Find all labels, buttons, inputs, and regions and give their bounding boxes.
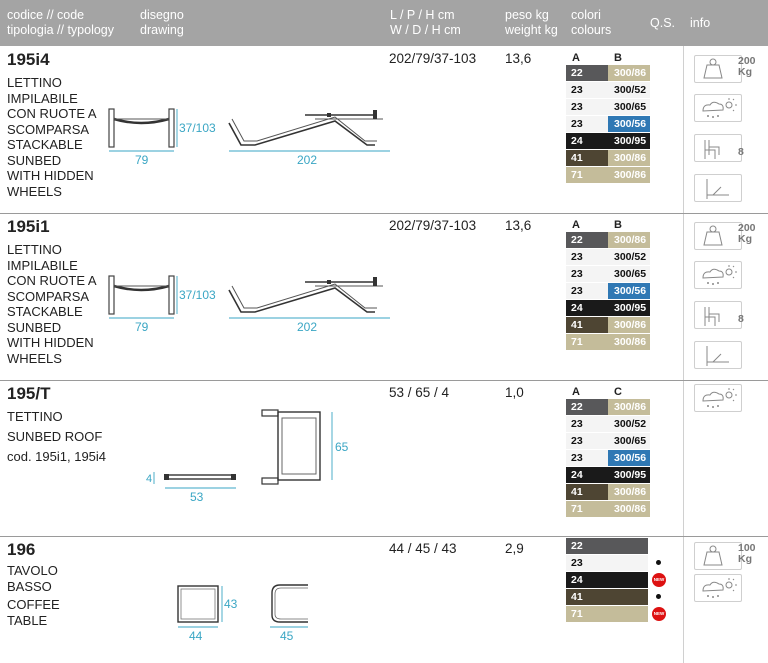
fabric-color-swatch: 300/86	[608, 484, 650, 500]
product-row-195i1	[0, 213, 768, 380]
frame-color-swatch: 24	[566, 572, 648, 588]
desc-line: SCOMPARSA	[7, 121, 90, 137]
load-capacity-value	[738, 543, 756, 565]
load-number: 200	[738, 55, 756, 67]
header-drawing-it: disegno	[140, 8, 184, 22]
recline-info	[694, 174, 742, 202]
frame-color-swatch: 22	[566, 399, 608, 415]
desc-line: WITH HIDDEN	[7, 335, 94, 350]
stack-count: 8	[738, 313, 744, 325]
header-typology: tipologia // typology	[7, 23, 115, 37]
desc-line: BASSO	[7, 578, 52, 594]
product-code: 195i1	[7, 217, 50, 236]
product-desc-en	[7, 597, 60, 628]
color-col-a-header: A	[572, 52, 580, 64]
desc-line: SUNBED	[7, 319, 62, 335]
fabric-color-swatch: 300/52	[608, 249, 650, 265]
desc-line: IMPILABILE	[7, 90, 78, 106]
fabric-color-swatch: 300/65	[608, 99, 650, 115]
frame-color-swatch: 41	[566, 317, 608, 333]
fabric-color-swatch: 300/86	[608, 232, 650, 248]
weight-icon	[695, 543, 743, 571]
frame-color-swatch: 71	[566, 606, 648, 622]
product-desc-it	[7, 75, 97, 137]
dim-depth-label: 45	[280, 629, 294, 643]
load-capacity-info	[694, 55, 742, 83]
frame-color-swatch: 23	[566, 249, 608, 265]
fabric-color-swatch: 300/65	[608, 433, 650, 449]
stackable-chairs-icon	[695, 135, 743, 163]
load-number: 100	[738, 542, 756, 554]
weather-info	[694, 384, 742, 412]
frame-color-swatch: 23	[566, 82, 608, 98]
load-capacity-info	[694, 222, 742, 250]
load-unit: Kg	[738, 553, 752, 565]
reclining-back-icon	[695, 175, 743, 203]
desc-line: STACKABLE	[7, 304, 83, 319]
dim-height-label: 37/103	[179, 288, 216, 302]
product-code: 195i4	[7, 50, 50, 69]
dim-height-label: 43	[224, 597, 238, 611]
desc-line: LETTINO	[7, 75, 62, 90]
frame-color-swatch: 41	[566, 484, 608, 500]
header-weight-it: peso kg	[505, 8, 549, 22]
header-code: codice // code	[7, 8, 85, 22]
desc-line: IMPILABILE	[7, 257, 78, 273]
frame-color-swatch: 23	[566, 555, 648, 571]
frame-color-swatch: 24	[566, 467, 608, 483]
header-colors-en: colours	[571, 23, 612, 37]
product-desc-en	[7, 137, 94, 199]
weight-icon	[695, 223, 743, 251]
quick-ship-dot-icon	[656, 594, 661, 599]
frame-color-swatch: 23	[566, 433, 608, 449]
stackable-chairs-icon	[695, 302, 743, 330]
quick-ship-dot-icon	[656, 560, 661, 565]
fabric-color-swatch: 300/86	[608, 501, 650, 517]
frame-color-swatch: 71	[566, 334, 608, 350]
header-drawing-col	[140, 8, 184, 38]
color-col-b-header: B	[614, 52, 622, 64]
product-weight: 2,9	[505, 541, 524, 556]
product-dims: 44 / 45 / 43	[389, 541, 457, 556]
weather-resistant-icon	[695, 95, 743, 123]
product-desc-it	[7, 563, 58, 594]
color-col-a-header: A	[572, 386, 580, 398]
dim-width-label: 53	[190, 490, 204, 504]
fabric-color-swatch: 300/95	[608, 300, 650, 316]
product-dims: 202/79/37-103	[389, 218, 477, 233]
header-weight-en: weight kg	[505, 23, 558, 37]
header-qs: Q.S.	[650, 16, 676, 30]
frame-color-swatch: 24	[566, 300, 608, 316]
frame-color-swatch: 22	[566, 65, 608, 81]
desc-line: SUNBED	[7, 152, 62, 168]
dim-width-label: 79	[135, 153, 149, 167]
fabric-color-swatch: 300/86	[608, 334, 650, 350]
desc-line: CON RUOTE A	[7, 106, 97, 121]
sunbed-roof-drawing	[140, 408, 360, 508]
color-col-b-header: B	[614, 219, 622, 231]
dim-width-label: 79	[135, 320, 149, 334]
frame-color-swatch: 24	[566, 133, 608, 149]
load-capacity-value	[738, 223, 756, 245]
frame-color-swatch: 23	[566, 266, 608, 282]
desc-line: TABLE	[7, 612, 48, 628]
product-desc-it	[7, 242, 97, 304]
load-capacity-info	[694, 542, 742, 570]
desc-line: TAVOLO	[7, 563, 58, 578]
product-row-196	[0, 536, 768, 663]
reclining-back-icon	[695, 342, 743, 370]
fabric-color-swatch: 300/65	[608, 266, 650, 282]
fabric-color-swatch: 300/86	[608, 150, 650, 166]
sunbed-drawing	[105, 101, 395, 173]
product-weight: 13,6	[505, 51, 532, 66]
new-badge: NEW	[652, 573, 666, 587]
product-dims: 202/79/37-103	[389, 51, 477, 66]
desc-line: SCOMPARSA	[7, 288, 90, 304]
product-weight: 13,6	[505, 218, 532, 233]
fabric-color-swatch: 300/86	[608, 65, 650, 81]
fabric-color-swatch: 300/95	[608, 467, 650, 483]
frame-color-swatch: 22	[566, 538, 648, 554]
frame-color-swatch: 71	[566, 167, 608, 183]
weather-info	[694, 94, 742, 122]
weather-resistant-icon	[695, 262, 743, 290]
desc-line: WHEELS	[7, 350, 62, 366]
frame-color-swatch: 22	[566, 232, 608, 248]
header-info: info	[690, 16, 711, 30]
desc-line: LETTINO	[7, 242, 62, 257]
desc-line: STACKABLE	[7, 137, 83, 152]
product-desc-en	[7, 304, 94, 366]
header-weight-col	[505, 8, 558, 38]
desc-line: WHEELS	[7, 183, 62, 199]
desc-line: TETTINO	[7, 409, 63, 424]
product-desc	[7, 407, 106, 467]
table-header	[0, 0, 768, 46]
frame-color-swatch: 23	[566, 416, 608, 432]
header-dims-it: L / P / H cm	[390, 8, 455, 22]
frame-color-swatch: 41	[566, 150, 608, 166]
fabric-color-swatch: 300/86	[608, 167, 650, 183]
frame-color-swatch: 23	[566, 450, 608, 466]
dim-thickness-label: 4	[146, 473, 153, 485]
product-weight: 1,0	[505, 385, 524, 400]
new-badge: NEW	[652, 607, 666, 621]
fabric-color-swatch: 300/52	[608, 416, 650, 432]
coffee-table-drawing	[170, 580, 310, 646]
product-dims: 53 / 65 / 4	[389, 385, 450, 400]
dim-length-label: 202	[297, 153, 318, 167]
dim-depth-label: 65	[335, 440, 349, 454]
fabric-color-swatch: 300/95	[608, 133, 650, 149]
dim-width-label: 44	[189, 629, 203, 643]
weather-info	[694, 261, 742, 289]
frame-color-swatch: 71	[566, 501, 608, 517]
frame-color-swatch: 41	[566, 589, 648, 605]
weight-icon	[695, 56, 743, 84]
frame-color-swatch: 23	[566, 283, 608, 299]
frame-color-swatch: 23	[566, 116, 608, 132]
header-colors-it: colori	[571, 8, 601, 22]
color-col-c-header: C	[614, 386, 622, 398]
stackable-info	[694, 301, 742, 329]
color-col-a-header: A	[572, 219, 580, 231]
header-drawing-en: drawing	[140, 23, 184, 37]
fabric-color-swatch: 300/56	[608, 450, 650, 466]
recline-info	[694, 341, 742, 369]
fabric-color-swatch: 300/56	[608, 116, 650, 132]
product-code: 196	[7, 540, 36, 559]
header-colors-col	[571, 8, 611, 38]
dim-length-label: 202	[297, 320, 318, 334]
sunbed-drawing	[105, 268, 395, 340]
desc-line: SUNBED ROOF	[7, 429, 103, 444]
product-row-195i4	[0, 46, 768, 213]
load-number: 200	[738, 222, 756, 234]
fabric-color-swatch: 300/86	[608, 399, 650, 415]
header-code-col	[7, 8, 114, 38]
load-capacity-value	[738, 56, 756, 78]
header-dims-col	[390, 8, 461, 38]
load-unit: Kg	[738, 233, 752, 245]
stackable-info	[694, 134, 742, 162]
desc-line: cod. 195i1, 195i4	[7, 449, 107, 464]
load-unit: Kg	[738, 66, 752, 78]
weather-info	[694, 574, 742, 602]
header-dims-en: W / D / H cm	[390, 23, 461, 37]
dim-height-label: 37/103	[179, 121, 216, 135]
weather-resistant-icon	[695, 385, 743, 413]
weather-resistant-icon	[695, 575, 743, 603]
desc-line: COFFEE	[7, 597, 60, 612]
stack-count: 8	[738, 146, 744, 158]
fabric-color-swatch: 300/86	[608, 317, 650, 333]
desc-line: CON RUOTE A	[7, 273, 97, 288]
fabric-color-swatch: 300/56	[608, 283, 650, 299]
product-row-195T	[0, 380, 768, 536]
fabric-color-swatch: 300/52	[608, 82, 650, 98]
desc-line: WITH HIDDEN	[7, 168, 94, 183]
product-code: 195/T	[7, 384, 51, 403]
frame-color-swatch: 23	[566, 99, 608, 115]
